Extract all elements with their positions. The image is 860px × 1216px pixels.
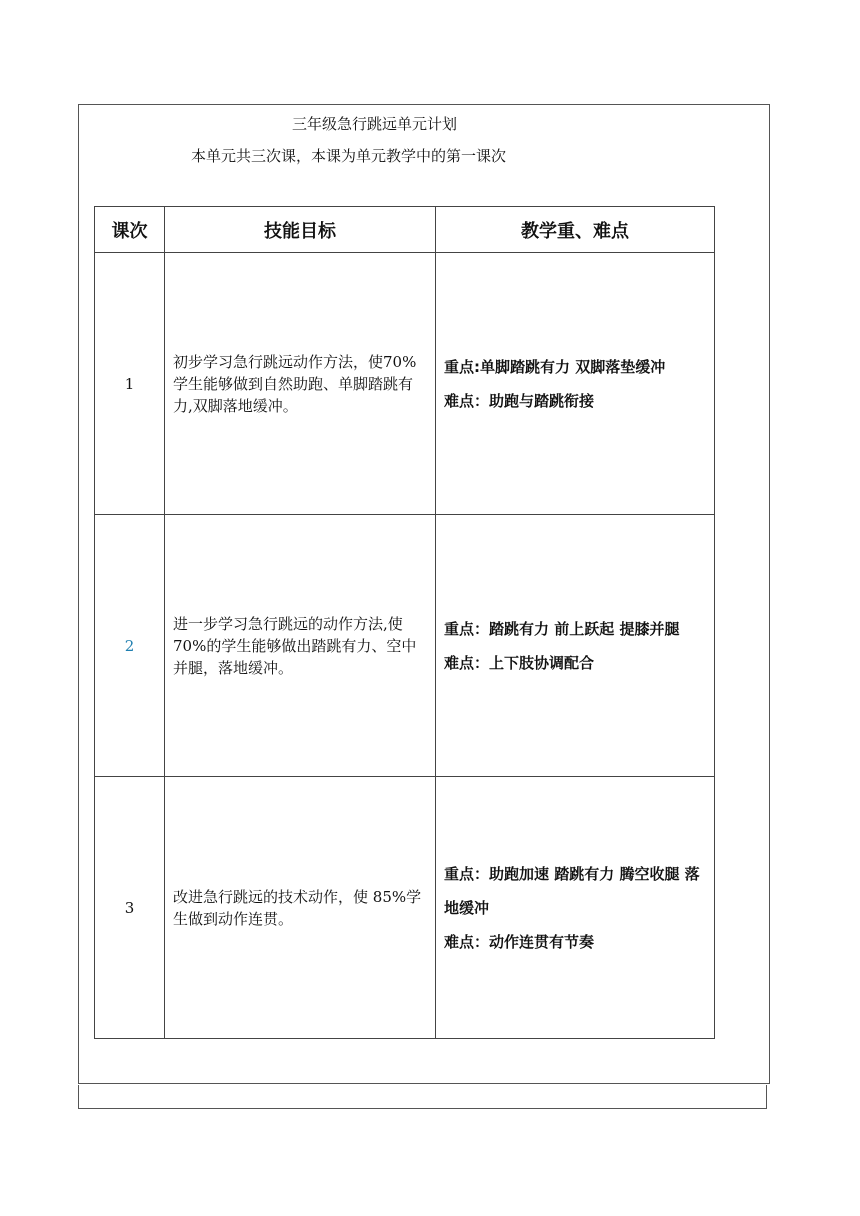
lesson-number: 2 <box>95 515 165 777</box>
document-footer-strip <box>78 1085 767 1109</box>
header-skill-goal: 技能目标 <box>165 207 436 253</box>
skill-goal-text: 进一步学习急行跳远的动作方法,使 70%的学生能够做出踏跳有力、空中并腿，落地缓冲。 <box>173 614 417 677</box>
key-difficulty-cell <box>436 515 715 777</box>
key-difficulty-cell <box>436 777 715 1039</box>
difficulty-text: 难点：动作连贯有节奏 <box>444 932 595 951</box>
table-row <box>95 777 715 1039</box>
difficulty-text: 难点：上下肢协调配合 <box>444 653 595 672</box>
skill-goal-cell <box>165 777 436 1039</box>
lesson-number: 1 <box>95 253 165 515</box>
table-row <box>95 515 715 777</box>
skill-goal-text: 初步学习急行跳远动作方法，使70%学生能够做到自然助跑、单脚踏跳有力,双脚落地缓冲。 <box>173 352 417 415</box>
key-point-text: 重点：踏跳有力 前上跃起 提膝并腿 <box>444 619 680 638</box>
table-row <box>95 253 715 515</box>
key-point-text: 重点：助跑加速 踏跳有力 腾空收腿 落地缓冲 <box>444 864 700 917</box>
document-subtitle: 本单元共三次课，本课为单元教学中的第一课次 <box>191 147 507 165</box>
skill-goal-text: 改进急行跳远的技术动作，使 85%学生做到动作连贯。 <box>173 887 422 928</box>
skill-goal-cell <box>165 515 436 777</box>
unit-plan-table <box>94 206 715 1039</box>
lesson-number: 3 <box>95 777 165 1039</box>
key-difficulty-cell <box>436 253 715 515</box>
difficulty-text: 难点：助跑与踏跳衔接 <box>444 391 595 410</box>
table-header-row <box>95 207 715 253</box>
document-title: 三年级急行跳远单元计划 <box>292 115 458 133</box>
header-key-difficulty: 教学重、难点 <box>436 207 715 253</box>
key-point-text: 重点:单脚踏跳有力 双脚落垫缓冲 <box>444 357 666 376</box>
skill-goal-cell <box>165 253 436 515</box>
header-lesson: 课次 <box>95 207 165 253</box>
